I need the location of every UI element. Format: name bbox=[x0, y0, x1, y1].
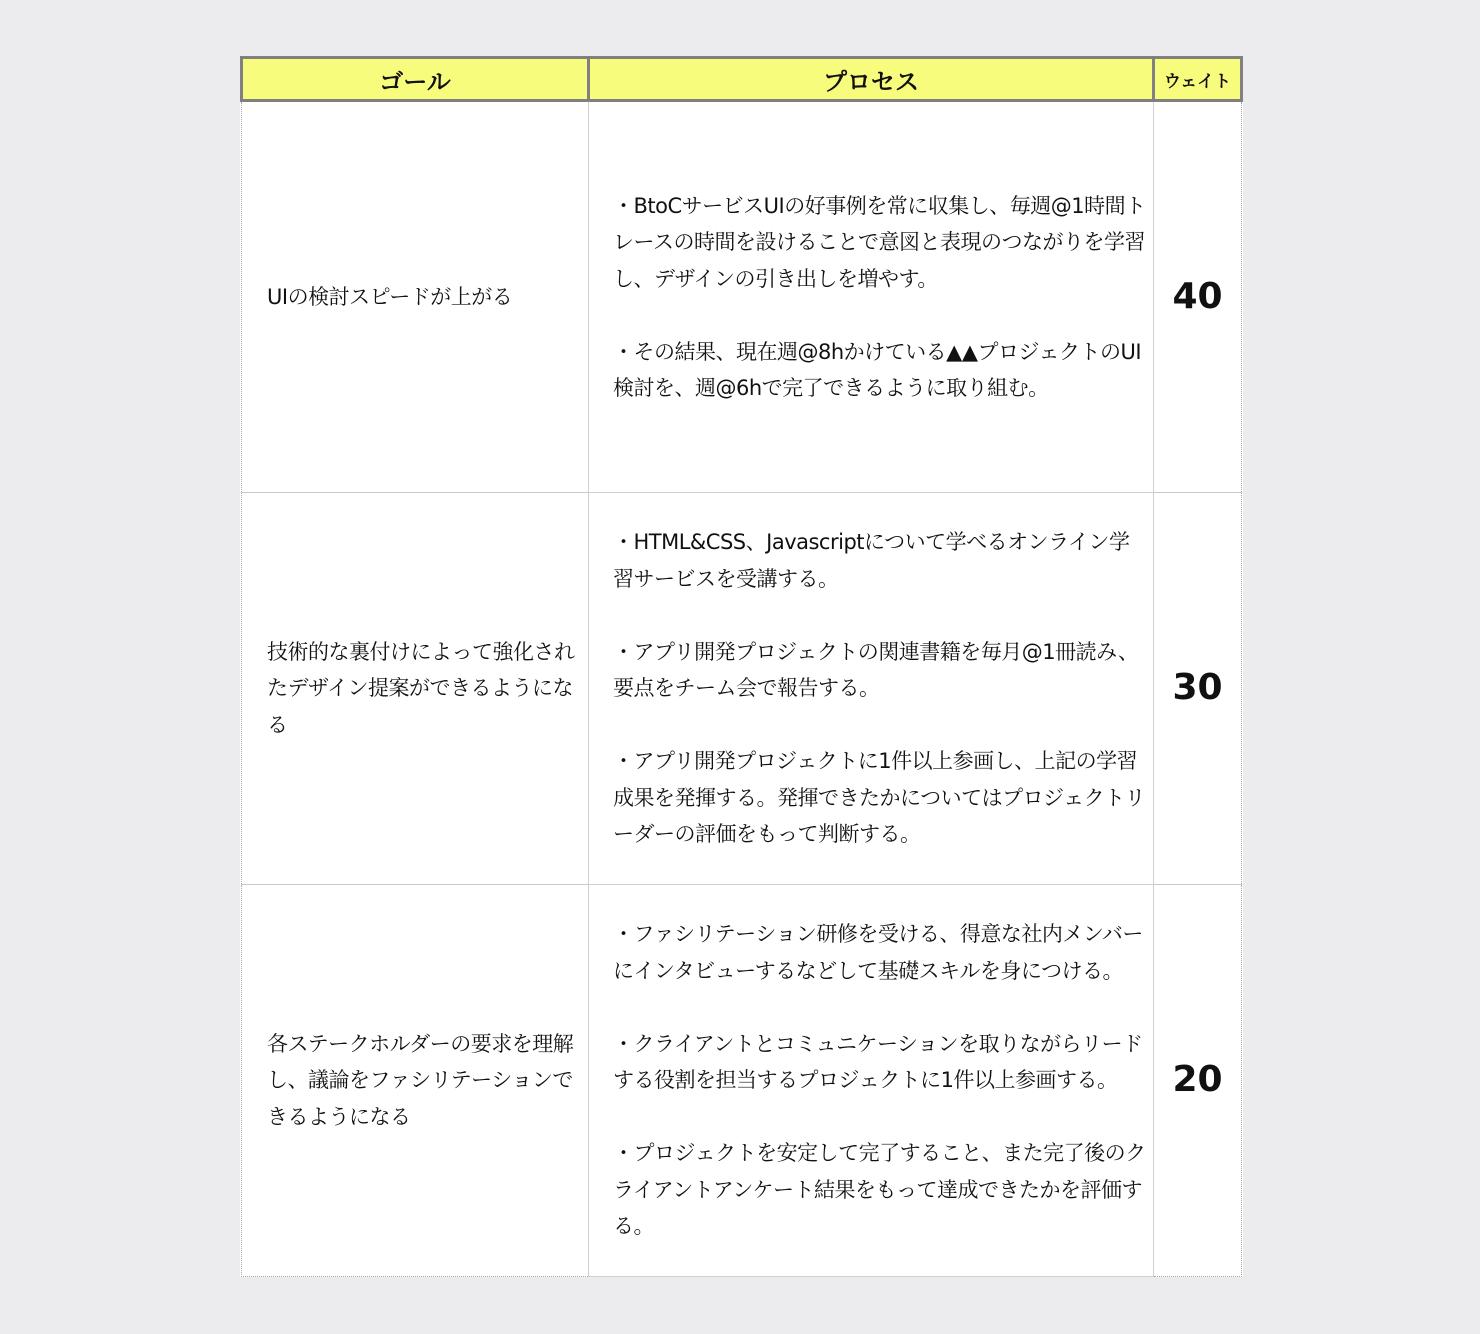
process-item: ・アプリ開発プロジェクトに1件以上参画し、上記の学習成果を発揮する。発揮できたかについてはプロジェクトリーダーの評価をもって判断する。 bbox=[613, 749, 1146, 847]
goal-table bbox=[240, 56, 1243, 1277]
goal-process-weight-sheet bbox=[240, 56, 1240, 1277]
header-row bbox=[242, 58, 1242, 101]
goal-cell[interactable] bbox=[242, 885, 589, 1277]
goal-cell[interactable] bbox=[242, 101, 589, 493]
weight-cell[interactable] bbox=[1154, 101, 1242, 493]
table-row bbox=[242, 885, 1242, 1277]
process-item: ・アプリ開発プロジェクトの関連書籍を毎月@1冊読み、要点をチーム会で報告する。 bbox=[613, 639, 1139, 701]
header-goal: ゴール bbox=[242, 58, 589, 101]
process-cell[interactable] bbox=[589, 101, 1154, 493]
process-item: ・ファシリテーション研修を受ける、得意な社内メンバーにインタビューするなどして基礎スキルを身につける。 bbox=[613, 922, 1143, 983]
weight-value: 30 bbox=[1172, 667, 1223, 709]
header-weight: ウェイト bbox=[1154, 58, 1242, 101]
process-cell[interactable] bbox=[589, 885, 1154, 1277]
table-row bbox=[242, 493, 1242, 885]
process-item: ・プロジェクトを安定して完了すること、また完了後のクライアントアンケート結果をもって達成できたかを評価する。 bbox=[613, 1141, 1146, 1239]
weight-value: 40 bbox=[1172, 275, 1223, 317]
process-item: ・その結果、現在週@8hかけている▲▲プロジェクトのUI検討を、週@6hで完了できるように取り組む。 bbox=[613, 339, 1142, 400]
goal-text: 技術的な裏付けによって強化されたデザイン提案ができるようになる bbox=[267, 639, 575, 737]
weight-value: 20 bbox=[1172, 1059, 1223, 1101]
goal-text: UIの検討スピードが上がる bbox=[267, 284, 513, 309]
goal-text: 各ステークホルダーの要求を理解し、議論をファシリテーションできるようになる bbox=[267, 1031, 574, 1129]
weight-cell[interactable] bbox=[1154, 493, 1242, 885]
process-item: ・クライアントとコミュニケーションを取りながらリードする役割を担当するプロジェクトに1件以上参画する。 bbox=[613, 1031, 1143, 1093]
weight-cell[interactable] bbox=[1154, 885, 1242, 1277]
process-cell[interactable] bbox=[589, 493, 1154, 885]
goal-cell[interactable] bbox=[242, 493, 589, 885]
header-process: プロセス bbox=[589, 58, 1154, 101]
process-item: ・HTML&CSS、Javascriptについて学べるオンライン学習サービスを受講する。 bbox=[613, 530, 1130, 591]
process-item: ・BtoCサービスUIの好事例を常に収集し、毎週@1時間トレースの時間を設けることで意図と表現のつながりを学習し、デザインの引き出しを増やす。 bbox=[613, 193, 1146, 291]
table-row bbox=[242, 101, 1242, 493]
